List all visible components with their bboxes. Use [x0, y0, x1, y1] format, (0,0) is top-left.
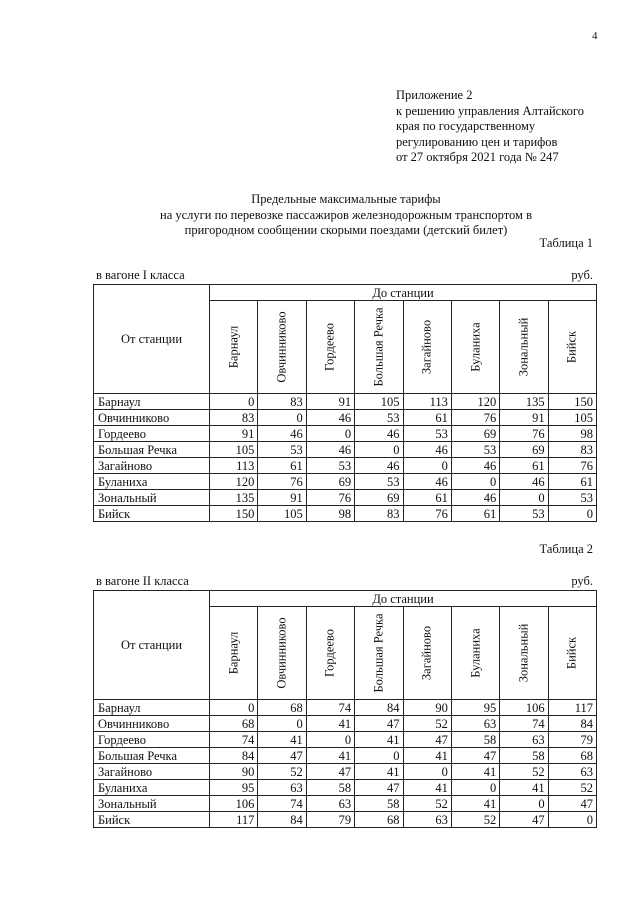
table-row: [94, 442, 597, 458]
tariff-cell: 83: [258, 394, 306, 410]
station-column-label: Бийск: [564, 636, 579, 670]
tariff-cell: 0: [548, 506, 596, 522]
tariff-cell: 69: [500, 442, 548, 458]
class-label: в вагоне II класса: [96, 574, 189, 588]
table-row: [94, 796, 597, 812]
table-row: [94, 474, 597, 490]
table-row: [94, 490, 597, 506]
tariff-cell: 63: [258, 780, 306, 796]
table-row: [94, 426, 597, 442]
row-station-name: Овчинниково: [94, 410, 210, 426]
tariff-cell: 53: [500, 506, 548, 522]
tariff-cell: 83: [355, 506, 403, 522]
station-column-header: [548, 607, 596, 700]
tariff-cell: 63: [403, 812, 451, 828]
tariff-cell: 106: [500, 700, 548, 716]
tariff-cell: 79: [306, 812, 354, 828]
tariff-cell: 53: [258, 442, 306, 458]
tariff-cell: 41: [451, 764, 499, 780]
station-column-header: [548, 301, 596, 394]
table-row: [94, 410, 597, 426]
tariff-cell: 98: [548, 426, 596, 442]
tariff-cell: 52: [500, 764, 548, 780]
tariff-cell: 47: [451, 748, 499, 764]
tariff-cell: 0: [306, 426, 354, 442]
station-column-label: Загайново: [419, 625, 434, 681]
tariff-cell: 76: [258, 474, 306, 490]
station-column-label: Овчинниково: [274, 617, 289, 689]
station-column-header: [451, 607, 499, 700]
tariff-cell: 47: [258, 748, 306, 764]
row-station-name: Гордеево: [94, 732, 210, 748]
tariff-cell: 0: [355, 748, 403, 764]
tariff-cell: 41: [306, 748, 354, 764]
tariff-cell: 0: [258, 410, 306, 426]
tariff-cell: 58: [306, 780, 354, 796]
station-column-header: [355, 301, 403, 394]
tariff-cell: 0: [451, 780, 499, 796]
from-station-header: От станции: [94, 591, 210, 700]
row-station-name: Бийск: [94, 812, 210, 828]
header-row: [94, 285, 597, 301]
tariff-cell: 61: [548, 474, 596, 490]
tariff-cell: 68: [355, 812, 403, 828]
tariff-cell: 135: [500, 394, 548, 410]
tariff-cell: 47: [500, 812, 548, 828]
tariff-cell: 52: [258, 764, 306, 780]
tariff-cell: 46: [500, 474, 548, 490]
tariff-cell: 53: [355, 474, 403, 490]
tariff-cell: 0: [258, 716, 306, 732]
tariff-cell: 46: [258, 426, 306, 442]
tariff-cell: 53: [403, 426, 451, 442]
row-station-name: Зональный: [94, 796, 210, 812]
to-station-header: До станции: [210, 285, 597, 301]
tariff-cell: 76: [403, 506, 451, 522]
tariff-cell: 106: [210, 796, 258, 812]
unit-label: руб.: [571, 268, 593, 282]
row-station-name: Овчинниково: [94, 716, 210, 732]
tariff-cell: 74: [210, 732, 258, 748]
station-column-label: Зональный: [516, 317, 531, 377]
tariff-cell: 90: [403, 700, 451, 716]
station-column-label: Гордеево: [322, 629, 337, 677]
station-column-label: Овчинниково: [274, 311, 289, 383]
appendix-line: от 27 октября 2021 года № 247: [396, 150, 559, 164]
tariff-cell: 95: [451, 700, 499, 716]
tariff-cell: 47: [355, 716, 403, 732]
title-line: пригородном сообщении скорыми поездами (детский билет): [184, 223, 508, 237]
tariff-cell: 41: [403, 780, 451, 796]
tariff-cell: 76: [306, 490, 354, 506]
row-station-name: Зональный: [94, 490, 210, 506]
tariff-cell: 117: [548, 700, 596, 716]
row-station-name: Бийск: [94, 506, 210, 522]
appendix-block: [396, 88, 584, 166]
tariff-cell: 0: [500, 796, 548, 812]
table-row: [94, 748, 597, 764]
tariff-cell: 76: [451, 410, 499, 426]
tariff-cell: 98: [306, 506, 354, 522]
tariff-cell: 69: [355, 490, 403, 506]
tariff-cell: 52: [548, 780, 596, 796]
tariff-cell: 83: [210, 410, 258, 426]
tariff-cell: 41: [500, 780, 548, 796]
tariff-cell: 84: [210, 748, 258, 764]
tariff-cell: 41: [403, 748, 451, 764]
row-station-name: Буланиха: [94, 780, 210, 796]
row-station-name: Большая Речка: [94, 748, 210, 764]
tariff-cell: 91: [500, 410, 548, 426]
station-column-header: [451, 301, 499, 394]
station-column-header: [500, 301, 548, 394]
tariff-cell: 61: [451, 506, 499, 522]
tariff-cell: 61: [403, 490, 451, 506]
tariff-cell: 105: [355, 394, 403, 410]
station-column-label: Барнаул: [226, 325, 241, 369]
tariff-cell: 46: [451, 490, 499, 506]
tariff-cell: 0: [451, 474, 499, 490]
page-number: 4: [592, 30, 598, 42]
tariff-cell: 63: [451, 716, 499, 732]
tariff-cell: 105: [258, 506, 306, 522]
tariff-cell: 0: [210, 700, 258, 716]
class-label: в вагоне I класса: [96, 268, 185, 282]
station-column-header: [306, 607, 354, 700]
tariff-cell: 150: [210, 506, 258, 522]
tariff-cell: 41: [258, 732, 306, 748]
tariff-cell: 46: [355, 458, 403, 474]
station-column-header: [258, 607, 306, 700]
table-row: [94, 764, 597, 780]
station-column-label: Барнаул: [226, 631, 241, 675]
tariff-cell: 41: [355, 732, 403, 748]
tariff-cell: 120: [210, 474, 258, 490]
appendix-line: к решению управления Алтайского: [396, 103, 584, 118]
tariff-cell: 47: [403, 732, 451, 748]
station-column-header: [403, 607, 451, 700]
tariff-cell: 105: [548, 410, 596, 426]
row-station-name: Буланиха: [94, 474, 210, 490]
tariff-cell: 68: [210, 716, 258, 732]
tariff-cell: 117: [210, 812, 258, 828]
to-station-header: До станции: [210, 591, 597, 607]
tariff-cell: 90: [210, 764, 258, 780]
tariff-table: [93, 590, 597, 828]
tariff-cell: 120: [451, 394, 499, 410]
table-caption: Таблица 2: [539, 542, 593, 556]
tariff-cell: 61: [403, 410, 451, 426]
tariff-table: [93, 284, 597, 522]
tariff-cell: 46: [403, 474, 451, 490]
table-row: [94, 394, 597, 410]
appendix-line: регулированию цен и тарифов: [396, 134, 558, 149]
tariff-cell: 150: [548, 394, 596, 410]
row-station-name: Барнаул: [94, 394, 210, 410]
title-line: на услуги по перевозке пассажиров железнодорожным транспортом в: [160, 207, 532, 222]
tariff-cell: 0: [210, 394, 258, 410]
tariff-cell: 95: [210, 780, 258, 796]
tariff-cell: 84: [548, 716, 596, 732]
tariff-cell: 58: [355, 796, 403, 812]
table-row: [94, 732, 597, 748]
tariff-cell: 76: [548, 458, 596, 474]
tariff-cell: 74: [306, 700, 354, 716]
tariff-cell: 41: [355, 764, 403, 780]
station-column-label: Бийск: [564, 330, 579, 364]
row-station-name: Гордеево: [94, 426, 210, 442]
tariff-cell: 53: [306, 458, 354, 474]
station-column-header: [210, 607, 258, 700]
tariff-cell: 46: [451, 458, 499, 474]
station-column-header: [210, 301, 258, 394]
station-column-label: Большая Речка: [371, 307, 386, 387]
tariff-cell: 53: [355, 410, 403, 426]
table-row: [94, 812, 597, 828]
tariff-cell: 105: [210, 442, 258, 458]
station-column-label: Большая Речка: [371, 613, 386, 693]
table-row: [94, 700, 597, 716]
station-column-header: [258, 301, 306, 394]
station-column-label: Зональный: [516, 623, 531, 683]
table-row: [94, 506, 597, 522]
tariff-cell: 135: [210, 490, 258, 506]
header-row: [94, 591, 597, 607]
tariff-cell: 63: [306, 796, 354, 812]
station-column-label: Буланиха: [468, 628, 483, 678]
appendix-line: Приложение 2: [396, 88, 473, 102]
tariff-cell: 0: [403, 458, 451, 474]
table-row: [94, 780, 597, 796]
row-station-name: Загайново: [94, 764, 210, 780]
tariff-cell: 84: [258, 812, 306, 828]
tariff-cell: 0: [355, 442, 403, 458]
tariff-cell: 47: [306, 764, 354, 780]
tariff-cell: 74: [258, 796, 306, 812]
tariff-cell: 68: [258, 700, 306, 716]
tariff-cell: 83: [548, 442, 596, 458]
tariff-cell: 61: [500, 458, 548, 474]
document-title: [96, 192, 596, 239]
tariff-cell: 46: [403, 442, 451, 458]
tariff-cell: 52: [403, 716, 451, 732]
tariff-cell: 53: [451, 442, 499, 458]
tariff-cell: 46: [306, 410, 354, 426]
station-column-header: [306, 301, 354, 394]
appendix-line: края по государственному: [396, 119, 536, 133]
tariff-cell: 53: [548, 490, 596, 506]
tariff-cell: 91: [306, 394, 354, 410]
tariff-cell: 0: [306, 732, 354, 748]
tariff-cell: 69: [451, 426, 499, 442]
tariff-cell: 74: [500, 716, 548, 732]
tariff-cell: 58: [500, 748, 548, 764]
tariff-cell: 0: [500, 490, 548, 506]
tariff-cell: 52: [451, 812, 499, 828]
tariff-cell: 69: [306, 474, 354, 490]
table-row: [94, 716, 597, 732]
from-station-header: От станции: [94, 285, 210, 394]
unit-label: руб.: [571, 574, 593, 588]
row-station-name: Загайново: [94, 458, 210, 474]
tariff-cell: 76: [500, 426, 548, 442]
tariff-cell: 46: [306, 442, 354, 458]
tariff-cell: 113: [403, 394, 451, 410]
title-line: Предельные максимальные тарифы: [251, 192, 441, 206]
station-column-header: [403, 301, 451, 394]
row-station-name: Большая Речка: [94, 442, 210, 458]
tariff-cell: 41: [451, 796, 499, 812]
tariff-cell: 61: [258, 458, 306, 474]
tariff-cell: 63: [500, 732, 548, 748]
tariff-cell: 0: [403, 764, 451, 780]
tariff-cell: 46: [355, 426, 403, 442]
tariff-cell: 58: [451, 732, 499, 748]
station-column-label: Гордеево: [322, 323, 337, 371]
station-column-header: [355, 607, 403, 700]
tariff-cell: 52: [403, 796, 451, 812]
tariff-cell: 91: [210, 426, 258, 442]
tariff-cell: 47: [548, 796, 596, 812]
station-column-label: Буланиха: [468, 322, 483, 372]
row-station-name: Барнаул: [94, 700, 210, 716]
tariff-cell: 79: [548, 732, 596, 748]
station-column-label: Загайново: [419, 319, 434, 375]
tariff-cell: 41: [306, 716, 354, 732]
table-caption: Таблица 1: [539, 236, 593, 250]
table-row: [94, 458, 597, 474]
tariff-cell: 47: [355, 780, 403, 796]
tariff-cell: 68: [548, 748, 596, 764]
tariff-cell: 113: [210, 458, 258, 474]
tariff-cell: 63: [548, 764, 596, 780]
tariff-cell: 0: [548, 812, 596, 828]
station-column-header: [500, 607, 548, 700]
tariff-cell: 84: [355, 700, 403, 716]
tariff-cell: 91: [258, 490, 306, 506]
